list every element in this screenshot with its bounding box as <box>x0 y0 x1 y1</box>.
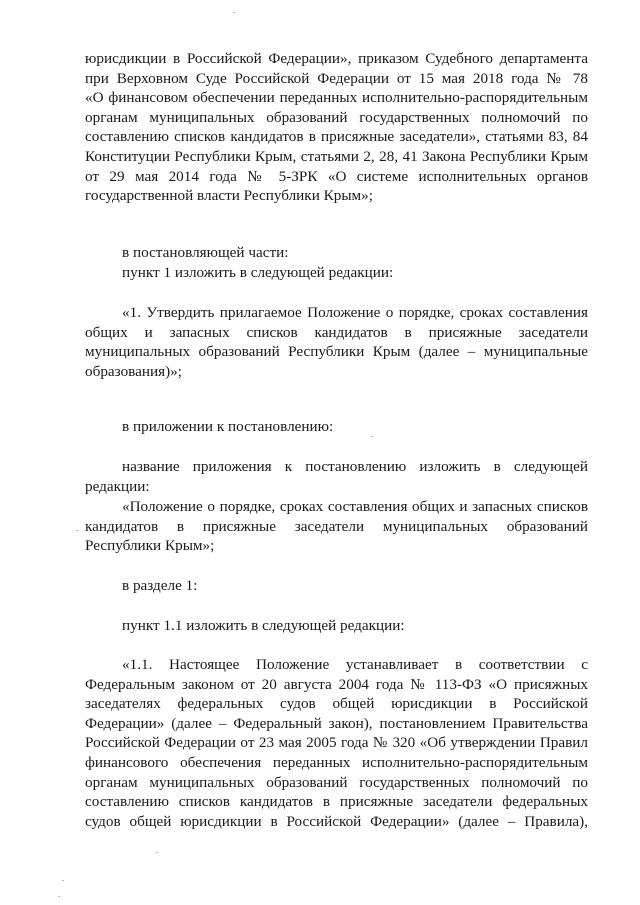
paragraph-resolutive-part <box>85 243 588 282</box>
text-line: заседателях федеральных судов общей юрисдикции в Российской <box>85 695 588 713</box>
text-line: в разделе 1: <box>122 577 198 594</box>
paragraph-quote-point-1-1 <box>85 655 588 831</box>
text-line: редакции: <box>85 477 150 495</box>
text-line: в постановляющей части: <box>122 244 289 261</box>
text-line: судов общей юрисдикции в Российской Федерации» (далее – Правила), <box>85 812 588 830</box>
scan-speck <box>156 852 158 853</box>
scan-speck <box>58 896 60 897</box>
text-line: от 29 мая 2014 года № 5-ЗРК «О системе исполнительных органов <box>85 167 588 185</box>
text-line: Российской Федерации от 23 мая 2005 года № 320 «Об утверждении Правил <box>85 734 588 752</box>
text-line: пункт 1 изложить в следующей редакции: <box>122 263 394 281</box>
paragraph-quote-point-1 <box>85 303 588 381</box>
text-line: при Верховном Суде Российской Федерации от 15 мая 2018 года № 78 <box>85 69 588 87</box>
text-line: Федерации» (далее – Федеральный закон), постановлением Правительства <box>85 714 588 732</box>
text-line: Республики Крым»; <box>85 537 215 555</box>
scan-speck <box>233 12 235 13</box>
text-line: пункт 1.1 изложить в следующей редакции: <box>122 617 405 634</box>
text-line: Конституции Республики Крым, статьями 2, 28, 41 Закона Республики Крым <box>85 147 588 165</box>
text-line: муниципальных образований Республики Крым (далее – муниципальные <box>85 343 588 361</box>
text-line: «1. Утвердить прилагаемое Положение о порядке, сроках составления <box>122 304 588 321</box>
text-line: государственной власти Республики Крым»; <box>85 187 373 205</box>
text-line: юрисдикции в Российской Федерации», приказом Судебного департамента <box>85 50 588 67</box>
scan-speck <box>76 530 78 531</box>
text-line: составлению списков кандидатов в присяжные заседатели федеральных <box>85 793 588 811</box>
paragraph-appendix-name <box>85 457 588 496</box>
text-line: образования)»; <box>85 362 182 380</box>
scan-speck <box>62 880 64 881</box>
paragraph-point-1-1-edit <box>85 616 588 636</box>
paragraph-appendix-heading <box>85 417 588 437</box>
text-line: «О финансовом обеспечении переданных исполнительно-распорядительным <box>85 89 588 107</box>
text-line: «Положение о порядке, сроках составления общих и запасных списков <box>122 498 588 515</box>
paragraph-section-1 <box>85 576 588 596</box>
text-line: в приложении к постановлению: <box>122 418 334 435</box>
text-line: общих и запасных списков кандидатов в присяжные заседатели <box>85 323 588 341</box>
paragraph-quote-regulation <box>85 497 588 556</box>
paragraph-legal-basis <box>85 49 588 206</box>
text-line: название приложения к постановлению изложить в следующей <box>122 458 588 475</box>
text-line: Федеральным законом от 20 августа 2004 года № 113-ФЗ «О присяжных <box>85 675 588 693</box>
text-line: составлению списков кандидатов в присяжные заседатели», статьями 83, 84 <box>85 128 588 146</box>
text-line: финансового обеспечения переданных исполнительно-распорядительным <box>85 753 588 771</box>
scan-speck <box>371 436 373 437</box>
text-line: «1.1. Настоящее Положение устанавливает в соответствии с <box>122 656 588 673</box>
text-line: кандидатов в присяжные заседатели муниципальных образований <box>85 517 588 535</box>
text-line: органам муниципальных образований государственных полномочий по <box>85 773 588 791</box>
text-line: органам муниципальных образований государственных полномочий по <box>85 108 588 126</box>
